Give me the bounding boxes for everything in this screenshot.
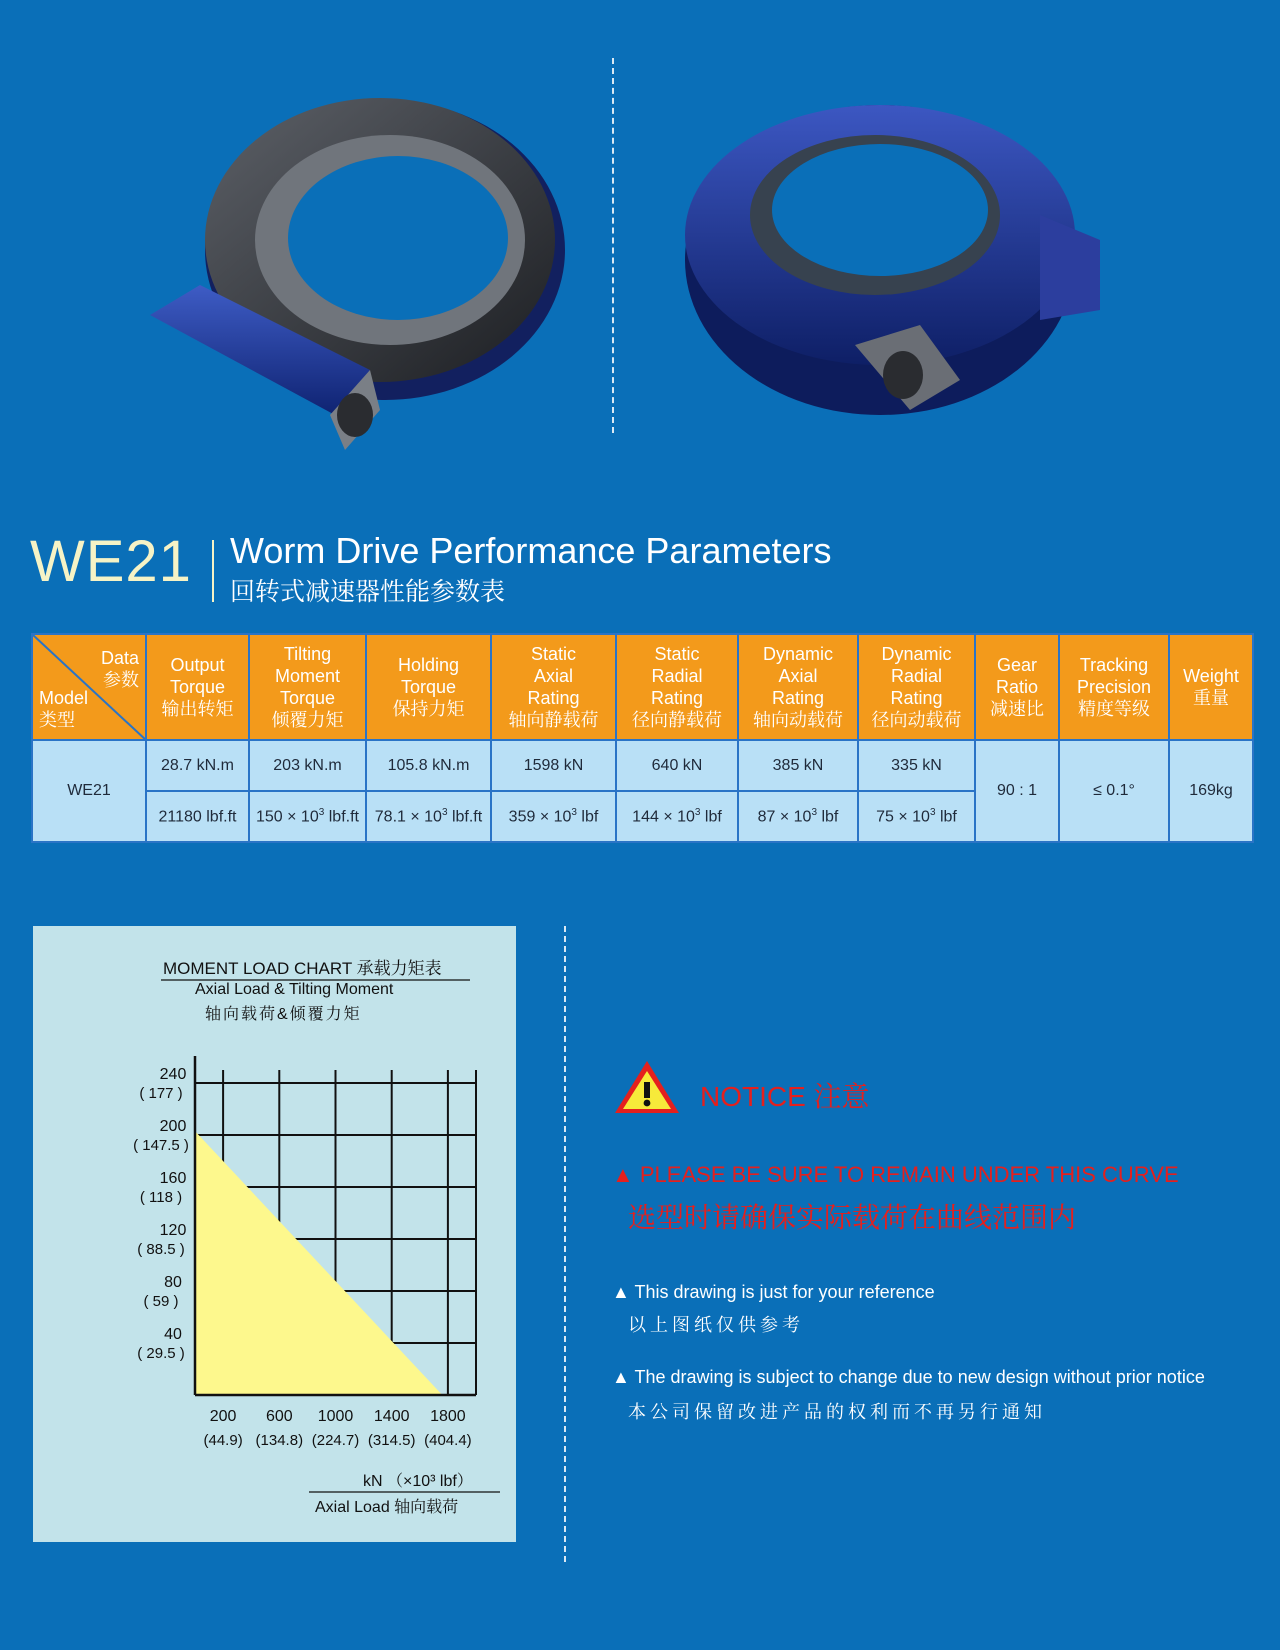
col-tilting-moment: Tilting Moment Torque 倾覆力矩 bbox=[249, 634, 366, 740]
worm-drive-image-back bbox=[680, 95, 1150, 435]
cell-gear-ratio: 90 : 1 bbox=[975, 740, 1059, 842]
table-header-row bbox=[32, 634, 1253, 740]
cell-output-torque-imperial: 21180 lbf.ft bbox=[146, 791, 249, 842]
warning-icon bbox=[612, 1058, 682, 1116]
chart-safe-area bbox=[195, 1131, 442, 1395]
y-tick-label: 240 bbox=[159, 1066, 187, 1083]
chart-subtitle: Axial Load & Tilting Moment bbox=[195, 981, 394, 998]
x-tick-sublabel: (44.9) bbox=[203, 1432, 243, 1449]
col-dynamic-radial: Dynamic Radial Rating 径向动载荷 bbox=[858, 634, 975, 740]
cell-weight: 169kg bbox=[1169, 740, 1253, 842]
x-tick-label: 200 bbox=[209, 1408, 237, 1425]
y-tick-label: 160 bbox=[159, 1170, 187, 1187]
table-row-metric bbox=[32, 740, 1253, 791]
cell-dynamic-axial-metric: 385 kN bbox=[738, 740, 858, 791]
page-title: Worm Drive Performance Parameters bbox=[230, 530, 832, 571]
x-tick-sublabel: (404.4) bbox=[424, 1432, 472, 1449]
corner-model-label: Model 类型 bbox=[39, 688, 89, 730]
col-weight: Weight 重量 bbox=[1169, 634, 1253, 740]
x-tick-label: 1400 bbox=[373, 1408, 410, 1425]
x-tick-label: 600 bbox=[265, 1408, 293, 1425]
cell-output-torque-metric: 28.7 kN.m bbox=[146, 740, 249, 791]
x-unit-label: kN （×10³ lbf） bbox=[363, 1473, 473, 1490]
cell-dynamic-radial-imperial: $75 \times 10^3$ lbf bbox=[858, 791, 975, 842]
y-tick-label: 120 bbox=[159, 1222, 187, 1239]
col-static-axial: Static Axial Rating 轴向静载荷 bbox=[491, 634, 616, 740]
note-reference-cn: 以上图纸仅供参考 bbox=[628, 1315, 804, 1335]
cell-static-radial-imperial: $144 \times 10^3$ lbf bbox=[616, 791, 738, 842]
y-tick-sublabel: ( 59 ) bbox=[143, 1293, 179, 1310]
col-tracking-precision: Tracking Precision 精度等级 bbox=[1059, 634, 1169, 740]
notice-title: NOTICE 注意 bbox=[700, 1081, 870, 1112]
chart-y-ticks bbox=[133, 1066, 189, 1362]
corner-header-cell bbox=[32, 634, 146, 740]
note-reference-en: ▲ This drawing is just for your reference bbox=[612, 1282, 935, 1302]
chart-title: MOMENT LOAD CHART 承载力矩表 bbox=[163, 959, 442, 978]
performance-table bbox=[31, 633, 1254, 843]
chart-x-ticks bbox=[204, 1408, 472, 1449]
cell-precision: ≤ 0.1° bbox=[1059, 740, 1169, 842]
top-divider bbox=[612, 58, 614, 433]
col-gear-ratio: Gear Ratio 减速比 bbox=[975, 634, 1059, 740]
x-tick-label: 1000 bbox=[317, 1408, 354, 1425]
y-tick-sublabel: ( 88.5 ) bbox=[137, 1241, 185, 1258]
col-output-torque: Output Torque 输出转矩 bbox=[146, 634, 249, 740]
worm-drive-image-front bbox=[140, 80, 570, 450]
x-axis-label: Axial Load 轴向载荷 bbox=[315, 1499, 459, 1516]
cell-static-radial-metric: 640 kN bbox=[616, 740, 738, 791]
y-tick-sublabel: ( 118 ) bbox=[139, 1189, 183, 1206]
cell-dynamic-radial-metric: 335 kN bbox=[858, 740, 975, 791]
moment-load-chart bbox=[33, 926, 516, 1542]
col-holding-torque: Holding Torque 保持力矩 bbox=[366, 634, 491, 740]
cell-static-axial-metric: 1598 kN bbox=[491, 740, 616, 791]
x-tick-sublabel: (224.7) bbox=[311, 1432, 360, 1449]
notice-warning-en: ▲ PLEASE BE SURE TO REMAIN UNDER THIS CURVE bbox=[612, 1162, 1179, 1187]
cell-holding-torque-imperial: $78.1 \times 10^3$ lbf.ft bbox=[366, 791, 491, 842]
y-tick-sublabel: ( 29.5 ) bbox=[137, 1345, 185, 1362]
note-change-en: ▲ The drawing is subject to change due to new design without prior notice bbox=[612, 1367, 1205, 1387]
cell-static-axial-imperial: $359 \times 10^3$ lbf bbox=[491, 791, 616, 842]
notice-warning-cn: 选型时请确保实际载荷在曲线范围内 bbox=[628, 1202, 1077, 1233]
y-tick-sublabel: ( 147.5 ) bbox=[133, 1137, 189, 1154]
col-static-radial: Static Radial Rating 径向静载荷 bbox=[616, 634, 738, 740]
corner-data-label: Data 参数 bbox=[100, 648, 139, 690]
y-tick-label: 40 bbox=[164, 1326, 182, 1343]
x-tick-sublabel: (314.5) bbox=[367, 1432, 416, 1449]
col-dynamic-axial: Dynamic Axial Rating 轴向动载荷 bbox=[738, 634, 858, 740]
cell-dynamic-axial-imperial: $87 \times 10^3$ lbf bbox=[738, 791, 858, 842]
y-tick-label: 200 bbox=[159, 1118, 187, 1135]
model-heading: WE21 bbox=[30, 529, 192, 594]
cell-tilting-moment-imperial: $150 \times 10^3$ lbf.ft bbox=[249, 791, 366, 842]
bottom-divider bbox=[564, 926, 566, 1562]
cell-holding-torque-metric: 105.8 kN.m bbox=[366, 740, 491, 791]
cell-tilting-moment-metric: 203 kN.m bbox=[249, 740, 366, 791]
x-tick-sublabel: (134.8) bbox=[255, 1432, 304, 1449]
note-change-cn: 本公司保留改进产品的权利而不再另行通知 bbox=[628, 1402, 1046, 1422]
y-tick-sublabel: ( 177 ) bbox=[139, 1085, 183, 1102]
page-title-cn: 回转式减速器性能参数表 bbox=[230, 578, 506, 606]
cell-model: WE21 bbox=[32, 740, 146, 842]
title-separator bbox=[212, 540, 214, 602]
x-tick-label: 1800 bbox=[430, 1408, 466, 1425]
y-tick-label: 80 bbox=[164, 1274, 182, 1291]
chart-subtitle-cn: 轴向载荷&倾覆力矩 bbox=[205, 1006, 362, 1023]
